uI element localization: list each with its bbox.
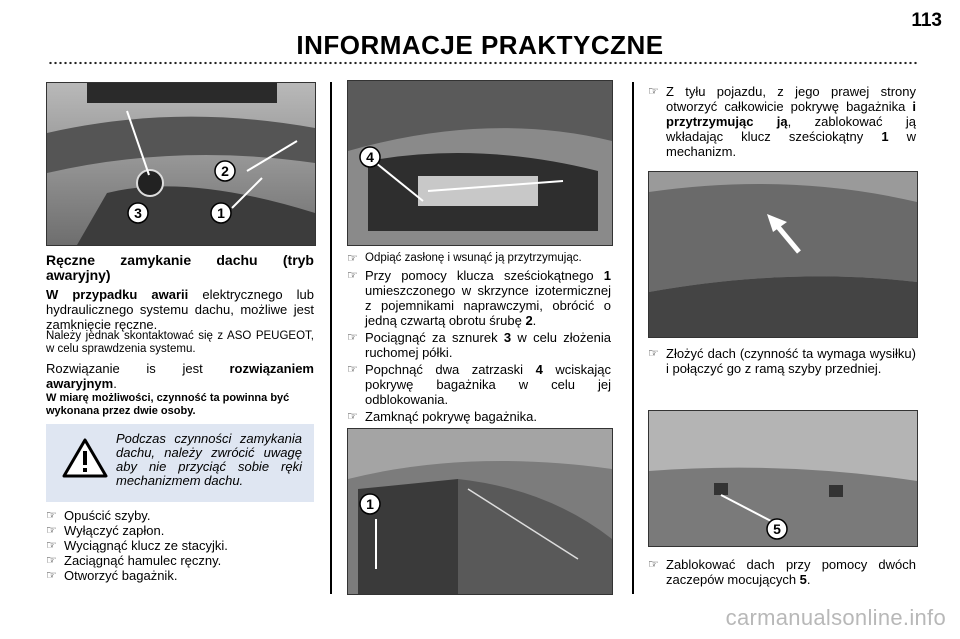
photo-roof-clamps <box>648 410 918 547</box>
list-item <box>46 523 314 538</box>
paragraph-emergency-end: . <box>113 376 117 391</box>
warning-box <box>46 424 314 502</box>
paragraph-emergency-bold: rozwiązaniem awaryjnym <box>46 361 314 391</box>
step-text: Pociągnąć za sznurek <box>365 330 504 345</box>
callout-5 <box>767 519 787 539</box>
photo-roof-mechanism <box>46 82 316 246</box>
svg-text:1: 1 <box>217 205 225 221</box>
step-text: Zablokować dach przy pomocy dwóch zaczepów mocujących <box>666 557 916 587</box>
list-item <box>648 557 916 587</box>
list-item <box>347 268 611 328</box>
callout-4 <box>360 147 380 167</box>
callout-2 <box>215 161 235 181</box>
step-ref: 1 <box>603 268 611 283</box>
photo-hex-key-mechanism <box>347 428 613 595</box>
svg-text:4: 4 <box>366 149 374 165</box>
pointing-hand-icon: ☞ <box>347 362 358 376</box>
paragraph-contact-aso: Należy jednak skontaktować się z ASO PEUGEOT, w celu sprawdzenia systemu. <box>46 330 314 355</box>
callout-1 <box>211 203 231 223</box>
paragraph-failure-bold: W przypadku awarii <box>46 287 189 302</box>
step-text: Popchnąć dwa zatrzaski <box>365 362 536 377</box>
step-text: , zablokować ją wkładając klucz sześciokątny <box>666 114 916 144</box>
svg-text:2: 2 <box>221 163 229 179</box>
steps-list-right-bottom <box>648 557 916 587</box>
section-heading: Ręczne zamykanie dachu (tryb awaryjny) <box>46 252 314 283</box>
list-item <box>648 84 916 159</box>
page-number: 113 <box>911 10 942 31</box>
list-item <box>46 538 314 553</box>
page-title: INFORMACJE PRAKTYCZNE <box>296 30 664 60</box>
steps-list-middle <box>347 252 611 424</box>
pointing-hand-icon: ☞ <box>648 557 659 571</box>
list-item <box>347 252 611 265</box>
column-divider-2 <box>632 82 634 594</box>
step-text: . <box>532 313 537 328</box>
step-text: Złożyć dach (czynność ta wymaga wysiłku) i połączyć go z ramą szyby przedniej. <box>666 346 916 376</box>
pointing-hand-icon: ☞ <box>46 568 57 582</box>
step-text: . <box>806 572 811 587</box>
paragraph-failure <box>46 287 314 332</box>
step-text: Wyciągnąć klucz ze stacyjki. <box>64 538 228 553</box>
list-item <box>46 568 314 583</box>
step-text: Otworzyć bagażnik. <box>64 568 178 583</box>
step-bold: i przytrzymując ją <box>666 99 916 129</box>
step-text: w celu złożenia ruchomej półki. <box>365 330 611 360</box>
photo-trunk-latches <box>347 80 613 246</box>
callout-hex-key-1 <box>360 494 380 514</box>
photo-folding-roof <box>648 171 918 338</box>
paragraph-failure-rest: elektrycznego lub hydraulicznego systemu dachu, możliwe jest zamknięcie ręczne. <box>46 287 314 332</box>
step-text: Opuścić szyby. <box>64 508 151 523</box>
steps-list-right-mid <box>648 346 916 376</box>
pointing-hand-icon: ☞ <box>46 553 57 567</box>
step-text: Zamknąć pokrywę bagażnika. <box>365 409 537 424</box>
pointing-hand-icon: ☞ <box>46 508 57 522</box>
step-text: Przy pomocy klucza sześciokątnego <box>365 268 604 283</box>
step-ref: 2 <box>525 313 533 328</box>
list-item <box>347 409 611 424</box>
step-text: umieszczonego w skrzynce izotermicznej z pojemnikami naprawczymi, obrócić o jedną czwartą obrotu śrubę <box>365 283 611 328</box>
pointing-hand-icon: ☞ <box>46 523 57 537</box>
step-ref: 1 <box>881 129 889 144</box>
pointing-hand-icon: ☞ <box>347 409 358 423</box>
list-item <box>347 362 611 407</box>
warning-triangle-icon <box>62 438 108 478</box>
svg-text:1: 1 <box>366 496 374 512</box>
step-text: Wyłączyć zapłon. <box>64 523 165 538</box>
watermark: carmanualsonline.info <box>725 605 946 630</box>
step-text: wciskając pokrywę bagażnika w celu jej odblokowania. <box>365 362 611 407</box>
list-item <box>46 553 314 568</box>
pointing-hand-icon: ☞ <box>648 346 659 360</box>
pointing-hand-icon: ☞ <box>46 538 57 552</box>
step-text: w mechanizm. <box>666 129 916 159</box>
list-item <box>347 330 611 360</box>
step-text: Z tyłu pojazdu, z jego prawej strony otworzyć całkowicie pokrywę bagażnika <box>666 84 916 114</box>
warning-text: Podczas czynności zamykania dachu, należy zwrócić uwagę aby nie przyciąć sobie ręki mechanizmem dachu. <box>116 431 302 488</box>
svg-text:3: 3 <box>134 205 142 221</box>
paragraph-emergency-normal: Rozwiązanie is jest <box>46 361 230 376</box>
dotted-divider <box>48 60 918 66</box>
step-ref: 5 <box>799 572 807 587</box>
paragraph-emergency <box>46 361 314 391</box>
steps-list-left <box>46 508 314 583</box>
list-item <box>46 508 314 523</box>
steps-list-right-top <box>648 84 916 159</box>
pointing-hand-icon: ☞ <box>648 84 659 98</box>
step-ref: 3 <box>503 330 512 345</box>
column-divider-1 <box>330 82 332 594</box>
step-text: Odpiąć zasłonę i wsunąć ją przytrzymując. <box>365 252 582 264</box>
pointing-hand-icon: ☞ <box>347 251 358 265</box>
callout-3 <box>128 203 148 223</box>
step-text: Zaciągnąć hamulec ręczny. <box>64 553 222 568</box>
paragraph-two-persons: W miarę możliwości, czynność ta powinna być wykonana przez dwie osoby. <box>46 392 290 417</box>
pointing-hand-icon: ☞ <box>347 268 358 282</box>
pointing-hand-icon: ☞ <box>347 330 358 344</box>
svg-text:5: 5 <box>773 521 781 537</box>
step-ref: 4 <box>535 362 543 377</box>
list-item <box>648 346 916 376</box>
